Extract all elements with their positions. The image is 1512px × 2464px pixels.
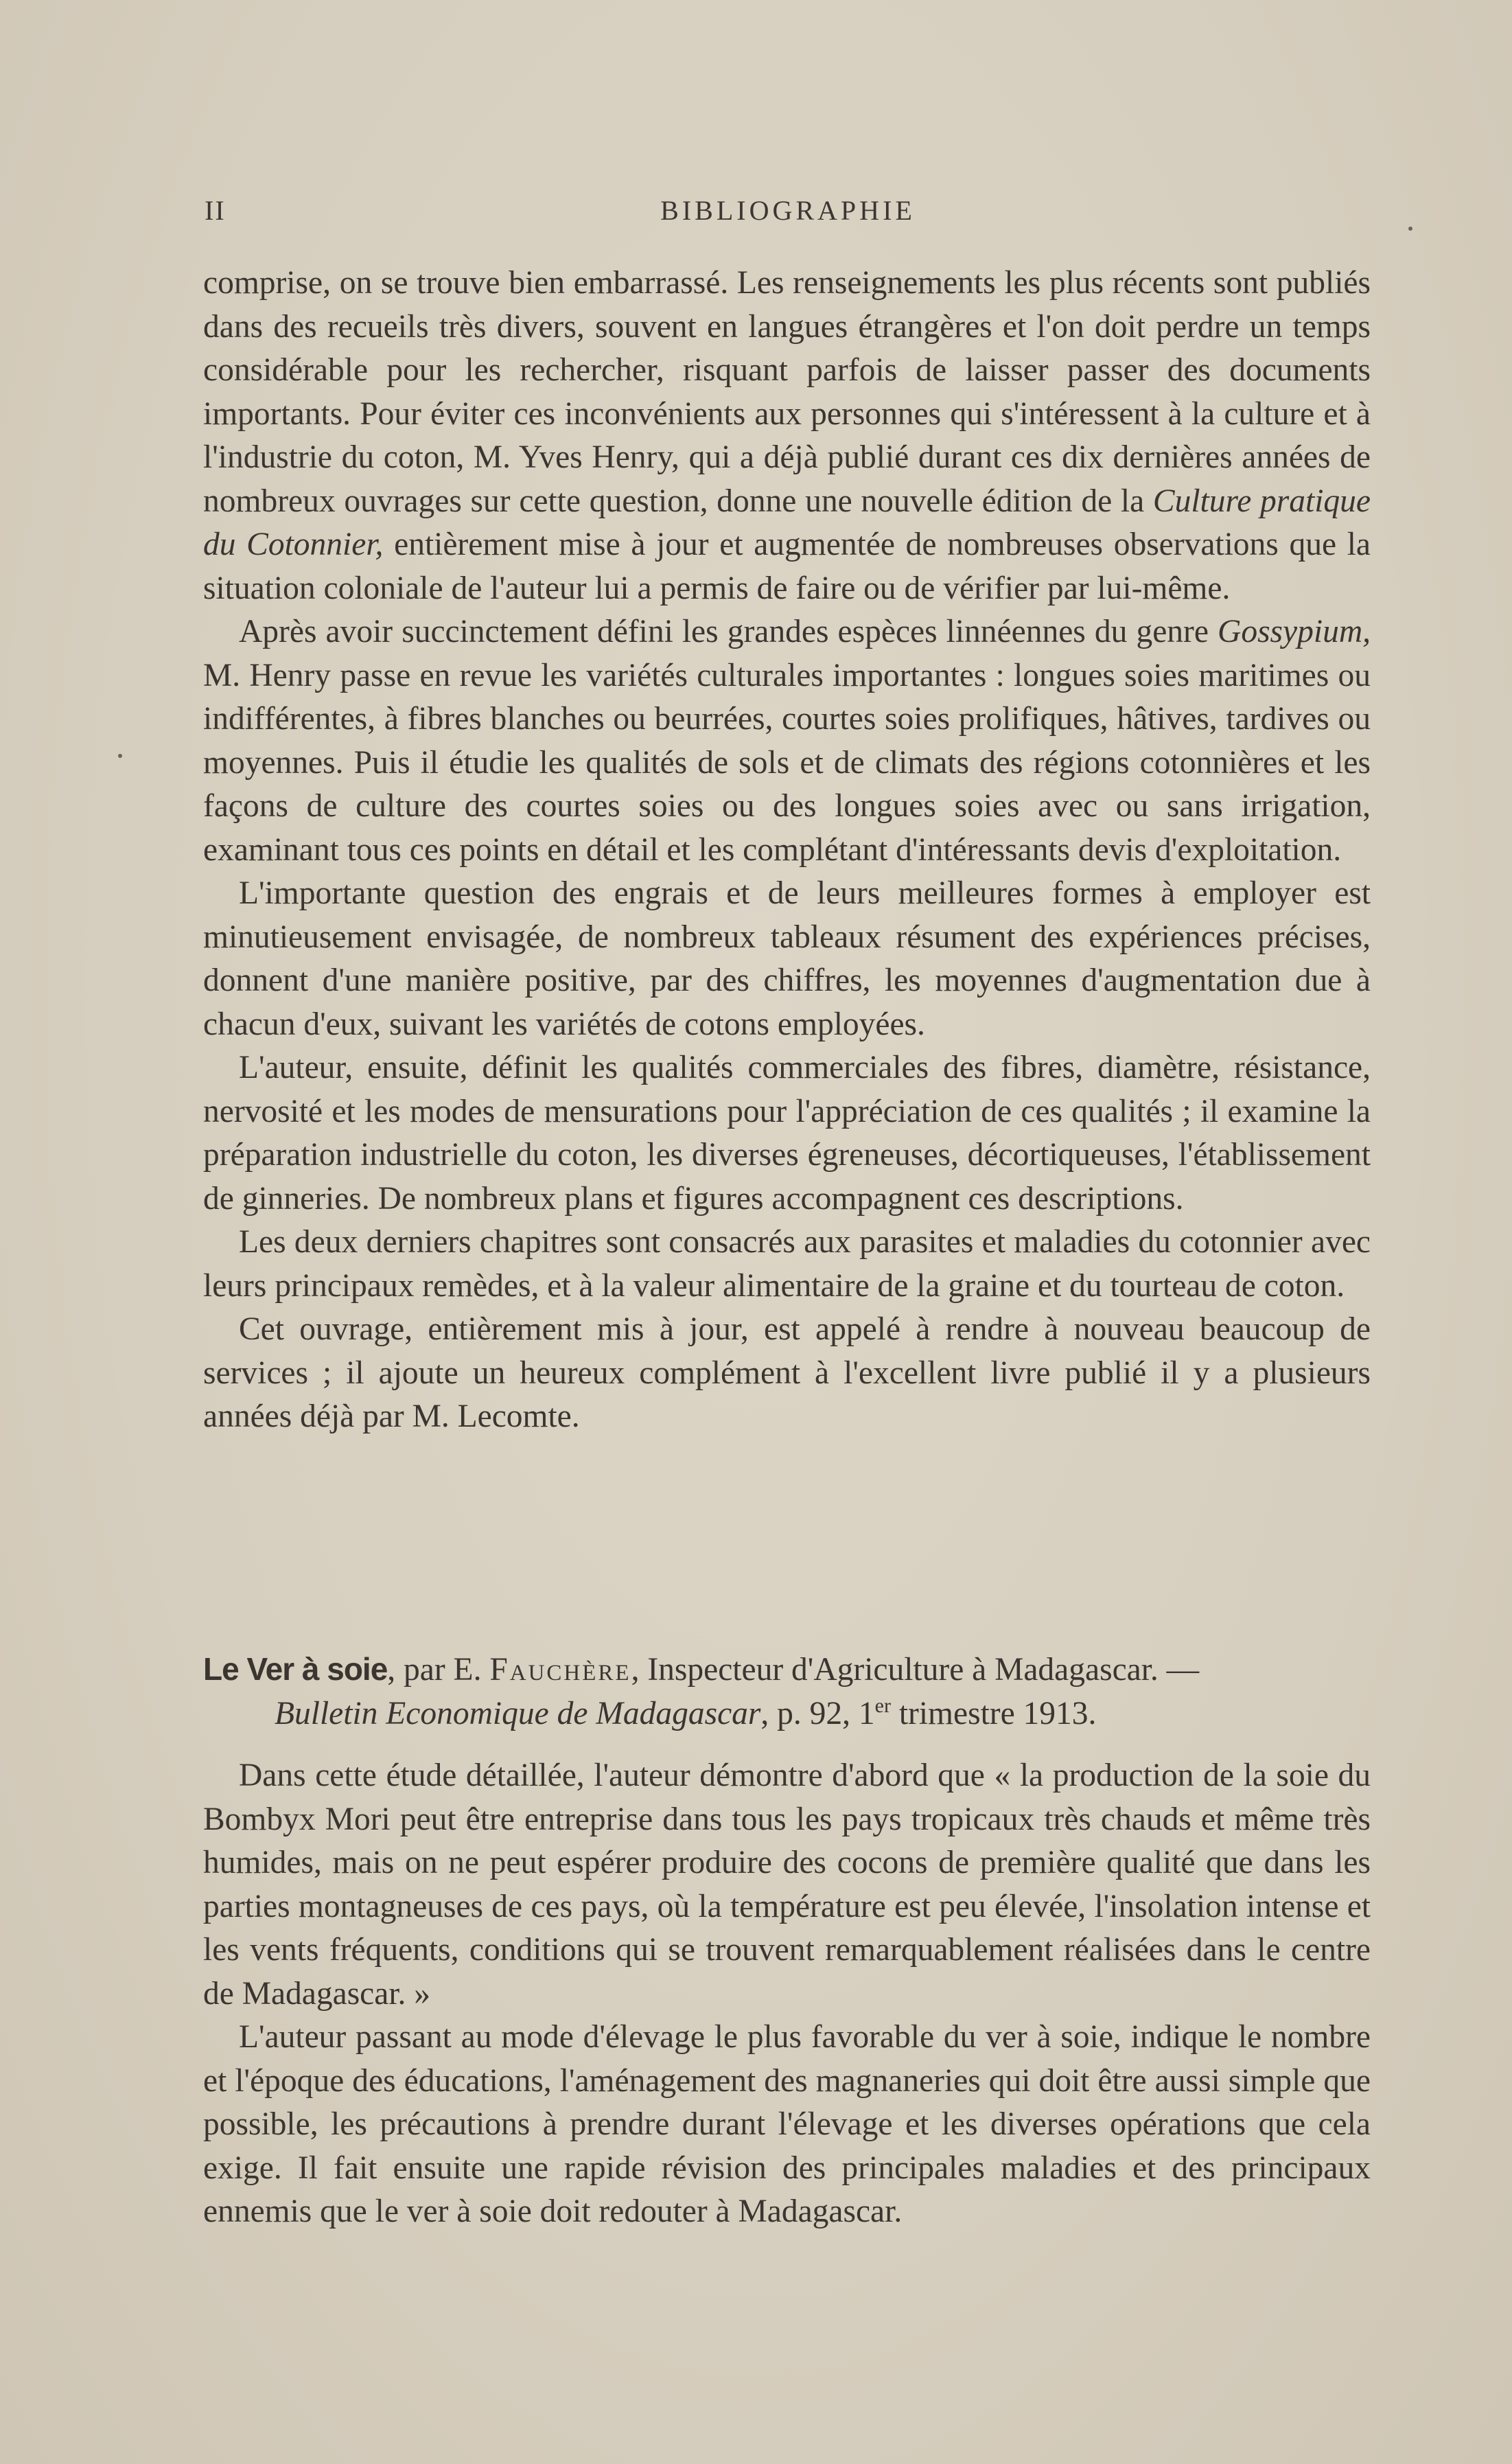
genus-name: Gossypium, [1218,614,1371,649]
entry-title: Le Ver à soie [203,1651,388,1687]
paragraph: Après avoir succinctement défini les grandes espèces linnéennes du genre Gossypium, M. Henry passe en revue les variétés culturales importantes : longues soies maritimes ou indifférentes, à fibres blanches ou beurrées, courtes soies prolifiques, hâtives, tardives ou moyennes. Puis il étudie les qualités de sols et de climats des régions cotonnières et les façons de culture des courtes soies ou des longues soies avec ou sans irrigation, examinant tous ces points en détail et les complétant d'intéressants devis d'exploitation. [203,614,1371,868]
paragraph: L'importante question des engrais et de leurs meilleures formes à employer est minutieusement envisagée, de nombreux tableaux résument des expériences précises, donnent d'une manière positive, par des chiffres, les moyennes d'augmentation due à chacun d'eux, suivant les variétés de cotons employées. [203,875,1371,1042]
paragraph: Cet ouvrage, entièrement mis à jour, est appelé à rendre à nouveau beaucoup de services ; il ajoute un heureux complément à l'excellent livre publié il y a plusieurs années déjà par M. Lecomte. [203,1311,1371,1434]
review-cotonnier [203,262,1371,1439]
journal-title: Bulletin Economique de Madagascar [275,1695,761,1731]
review-ver-a-soie [203,1754,1371,2234]
running-title: BIBLIOGRAPHIE [660,195,916,226]
paragraph: Dans cette étude détaillée, l'auteur démontre d'abord que « la production de la soie du Bombyx Mori peut être entreprise dans tous les pays tropicaux très chauds et même très humides, mais on ne peut espérer produire des cocons de première qualité que dans les parties montagneuses de ces pays, où la température est peu élevée, l'insolation intense et les vents fréquents, conditions qui se trouvent remarquablement réalisées dans le centre de Madagascar. » [203,1758,1371,2012]
author-name: Fauchère [489,1652,631,1688]
paper-speck [1408,227,1412,231]
paper-speck [118,754,122,758]
page-header [205,194,1371,229]
book-title: Culture pratique du Cotonnier, [203,483,1371,562]
paragraph: L'auteur, ensuite, définit les qualités commerciales des fibres, diamètre, résistance, nervosité et les modes de mensurations pour l'appréciation de ces qualités ; il examine la préparation industrielle du coton, les diverses égreneuses, décortiqueuses, l'établissement de ginneries. De nombreux plans et figures accompagnent ces descriptions. [203,1050,1371,1217]
paragraph: Les deux derniers chapitres sont consacrés aux parasites et maladies du cotonnier avec leurs principaux remèdes, et à la valeur alimentaire de la graine et du tourteau de coton. [203,1224,1371,1304]
entry-heading: Le Ver à soie, par E. Fauchère, Inspecteur d'Agriculture à Madagascar. — [203,1651,1200,1688]
entry-reference: Bulletin Economique de Madagascar, p. 92, 1er trimestre 1913. [275,1694,1097,1731]
paragraph: comprise, on se trouve bien embarrassé. Les renseignements les plus récents sont publiés dans des recueils très divers, souvent en langues étrangères et l'on doit perdre un temps considérable pour les rechercher, risquant parfois de laisser passer des documents importants. Pour éviter ces inconvénients aux personnes qui s'intéressent à la culture et à l'industrie du coton, M. Yves Henry, qui a déjà publié durant ces dix dernières années de nombreux ouvrages sur cette question, donne une nouvelle édition de la Culture pratique du Cotonnier, entièrement mise à jour et augmentée de nombreuses observations que la situation coloniale de l'auteur lui a permis de faire ou de vérifier par lui-même. [203,265,1371,606]
page-number: II [205,195,226,226]
paragraph: L'auteur passant au mode d'élevage le plus favorable du ver à soie, indique le nombre et l'époque des éducations, l'aménagement des magnaneries qui doit être aussi simple que possible, les précautions à prendre durant l'élevage et les diverses opérations que cela exige. Il fait ensuite une rapide révision des principales maladies et des principaux ennemis que le ver à soie doit redouter à Madagascar. [203,2019,1371,2229]
bibliographic-entry [203,1648,1371,1736]
